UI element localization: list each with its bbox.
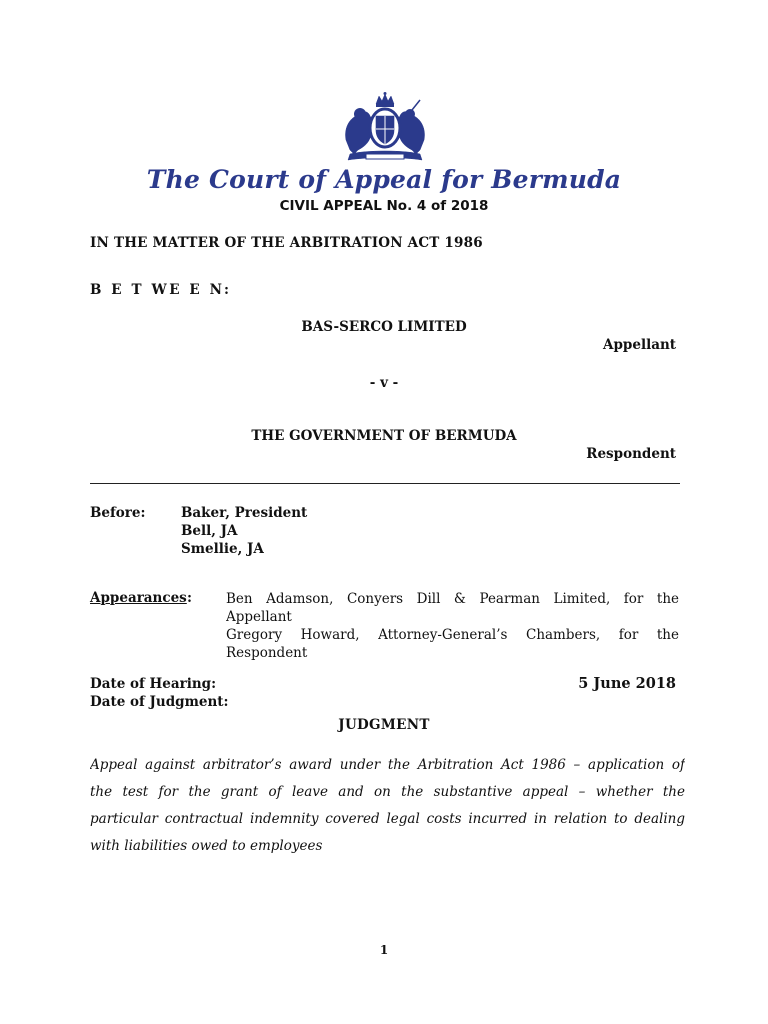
hearing-date-value: 5 June 2018 (578, 675, 676, 692)
page-number: 1 (379, 943, 389, 957)
appellant-name: BAS-SERCO LIMITED (301, 319, 467, 335)
judgment-date-label: Date of Judgment: (90, 694, 229, 710)
respondent-role: Respondent (586, 446, 676, 462)
appearance-line: Gregory Howard, Attorney-General’s Chambers, for the (226, 627, 679, 643)
before-label: Before: (90, 505, 146, 521)
matter-heading: IN THE MATTER OF THE ARBITRATION ACT 1986 (90, 235, 483, 251)
case-number: CIVIL APPEAL No. 4 of 2018 (279, 198, 489, 214)
summary-line: particular contractual indemnity covered legal costs incurred in relation to dealing (90, 811, 685, 827)
appearance-line: Ben Adamson, Conyers Dill & Pearman Limited, for the (226, 591, 679, 607)
judge-name: Bell, JA (181, 523, 238, 539)
court-title: The Court of Appeal for Bermuda (146, 165, 622, 194)
judge-name: Smellie, JA (181, 541, 264, 557)
judge-name: Baker, President (181, 505, 308, 521)
divider (90, 483, 680, 484)
appearances-text (226, 590, 679, 662)
case-summary (90, 752, 685, 860)
between-label: B E T WE E N: (90, 282, 232, 298)
summary-line: Appeal against arbitrator’s award under the Arbitration Act 1986 – application of (90, 757, 685, 773)
appearance-line: Respondent (226, 645, 308, 661)
judgment-heading: JUDGMENT (338, 717, 430, 733)
appearance-line: Appellant (226, 609, 292, 625)
appearances-colon: : (187, 590, 192, 606)
summary-line: with liabilities owed to employees (90, 838, 323, 854)
respondent-name: THE GOVERNMENT OF BERMUDA (251, 428, 517, 444)
hearing-date-label: Date of Hearing: (90, 676, 217, 692)
appearances-label: Appearances (90, 590, 187, 606)
summary-line: the test for the grant of leave and on the substantive appeal – whether the (90, 784, 685, 800)
versus-separator: - v - (369, 375, 399, 391)
royal-coat-of-arms-icon (340, 92, 430, 164)
appellant-role: Appellant (603, 337, 676, 353)
